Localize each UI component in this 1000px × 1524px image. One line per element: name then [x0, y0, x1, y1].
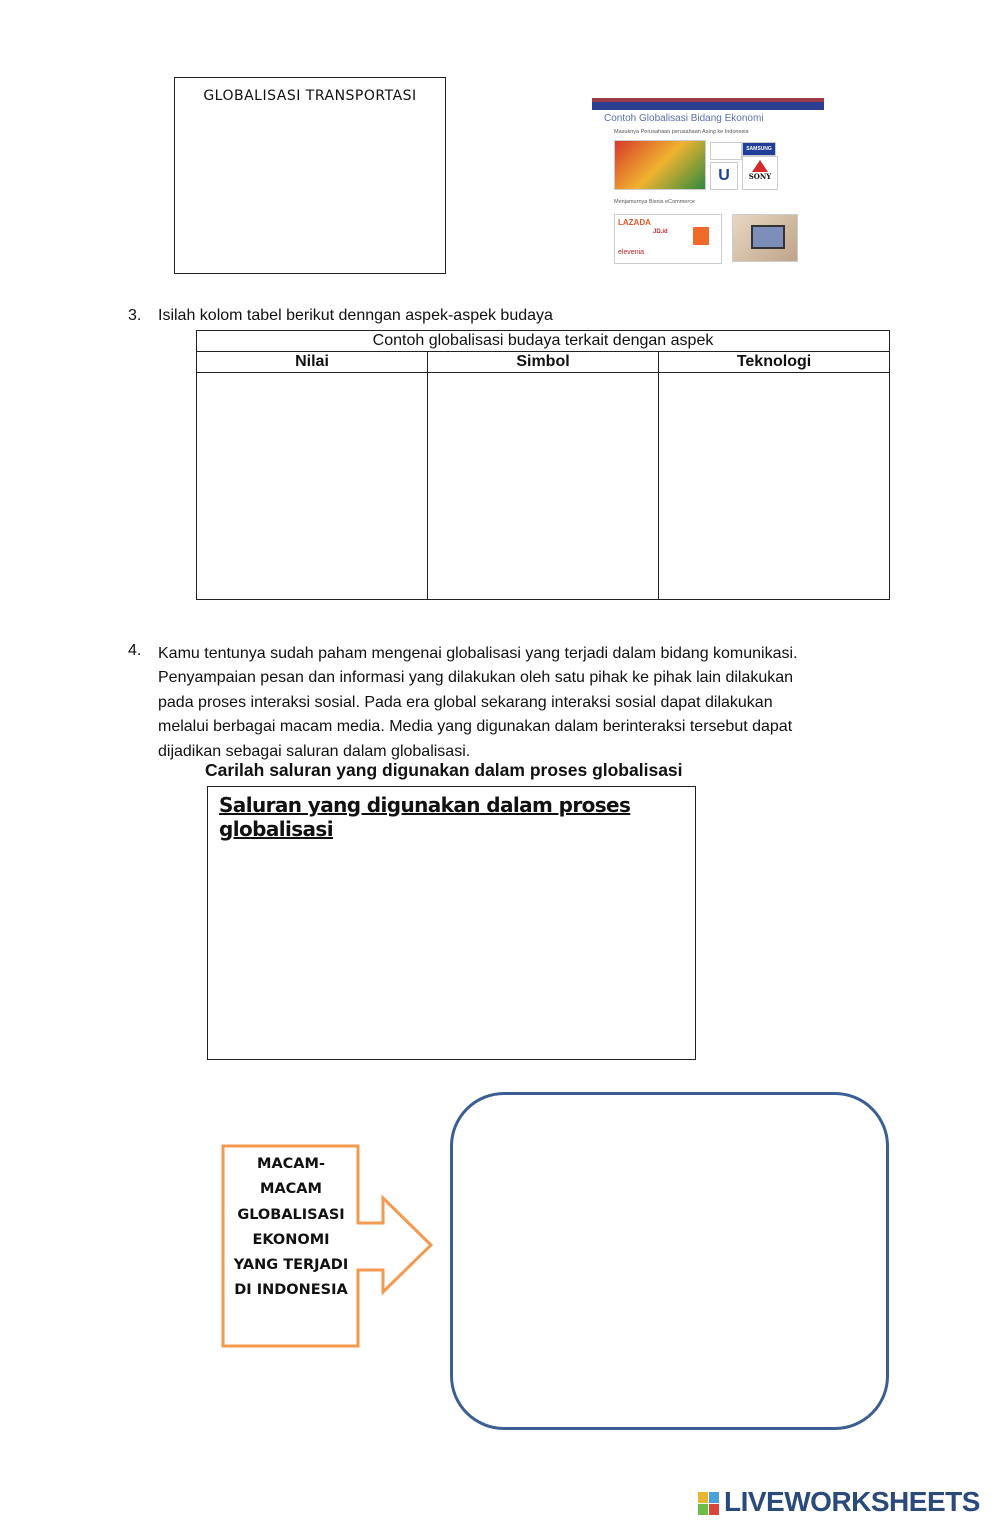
- arrow-label-line: MACAM-: [257, 1156, 325, 1172]
- economy-globalization-slide-image: [592, 98, 824, 266]
- arrow-label-line: GLOBALISASI: [237, 1206, 345, 1223]
- saluran-answer-box[interactable]: [207, 786, 696, 1060]
- slide-title: Contoh Globalisasi Bidang Ekonomi: [604, 113, 764, 124]
- liveworksheets-logo-icon: [698, 1492, 720, 1516]
- arrow-label-line: YANG TERJADI: [233, 1257, 349, 1274]
- answer-cell-simbol[interactable]: [428, 373, 659, 600]
- paragraph-line: melalui berbagai macam media. Media yang digunakan dalam berinteraksi tersebut dapat: [158, 718, 793, 736]
- mitsubishi-sony-logo: [742, 156, 778, 190]
- arrow-label-line: EKONOMI: [252, 1231, 330, 1248]
- ecommerce-logos: [614, 214, 722, 264]
- question-4-instruction: Carilah saluran yang digunakan dalam proses globalisasi: [205, 760, 683, 780]
- laptop-shopping-photo: [732, 214, 798, 262]
- culture-aspects-table: [196, 330, 890, 600]
- laptop-icon: [751, 225, 785, 249]
- answer-cell-nilai[interactable]: [197, 373, 428, 600]
- question-4-paragraph: [158, 642, 888, 764]
- sony-logo-text: SONY: [748, 172, 772, 181]
- shopee-bag-icon: [693, 227, 709, 245]
- slide-bullet-2: Menjamurnya Bisnis eCommerce: [614, 199, 695, 205]
- column-header-simbol: Simbol: [428, 352, 659, 373]
- slide-bullet-1: Masuknya Perusahaan perusahaan Asing ke Indonesia: [614, 129, 749, 135]
- arrow-label-line: MACAM: [260, 1181, 322, 1198]
- jd-logo: JD.id: [653, 229, 668, 235]
- saluran-box-title: Saluran yang digunakan dalam proses globalisasi: [219, 793, 631, 841]
- brand-logo-red: [710, 142, 742, 160]
- arrow-label: [226, 1152, 356, 1304]
- column-header-teknologi: Teknologi: [659, 352, 890, 373]
- slide-header-bar: [592, 98, 824, 110]
- transport-box-label: GLOBALISASI TRANSPORTASI: [203, 88, 417, 104]
- question-3-text: Isilah kolom tabel berikut denngan aspek-aspek budaya: [158, 307, 553, 324]
- question-4-number: 4.: [128, 642, 142, 659]
- arrow-label-line: DI INDONESIA: [234, 1282, 348, 1299]
- samsung-logo: SAMSUNG: [742, 142, 776, 156]
- elevenia-logo: elevenia: [618, 249, 645, 256]
- unilever-logo-icon: U: [710, 162, 738, 190]
- table-caption: Contoh globalisasi budaya terkait dengan aspek: [197, 331, 890, 352]
- paragraph-line: Penyampaian pesan dan informasi yang dilakukan oleh satu pihak ke pihak lain dilakukan: [158, 669, 794, 687]
- paragraph-line: pada proses interaksi sosial. Pada era global sekarang interaksi sosial dapat dilakukan: [158, 693, 773, 711]
- liveworksheets-brand[interactable]: LIVEWORKSHEETS: [724, 1486, 980, 1517]
- column-header-nilai: Nilai: [197, 352, 428, 373]
- mitsubishi-icon: [752, 160, 768, 172]
- lazada-logo: LAZADA: [618, 218, 651, 227]
- economic-globalization-answer-box[interactable]: [450, 1092, 889, 1430]
- paragraph-line: dijadikan sebagai saluran dalam globalisasi.: [158, 742, 471, 760]
- transport-answer-box[interactable]: [174, 77, 446, 274]
- answer-cell-teknologi[interactable]: [659, 373, 890, 600]
- paragraph-line: Kamu tentunya sudah paham mengenai globalisasi yang terjadi dalam bidang komunikasi.: [158, 645, 798, 662]
- question-3-number: 3.: [128, 307, 142, 324]
- foreign-brands-collage: [614, 140, 706, 190]
